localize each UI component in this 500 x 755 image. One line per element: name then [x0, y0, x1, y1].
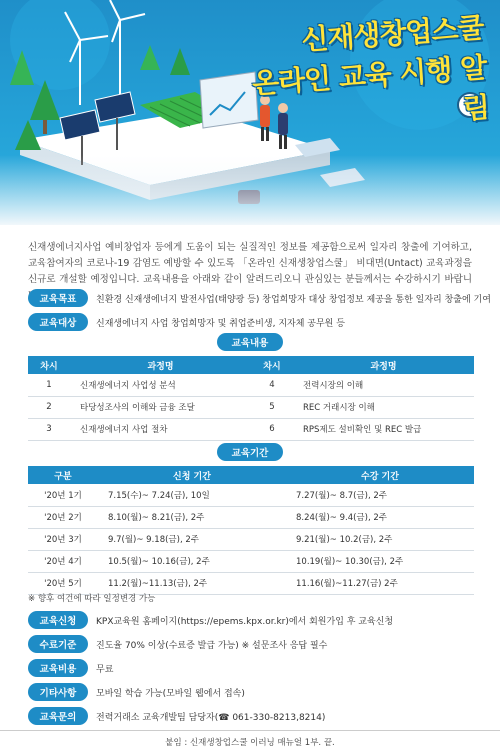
apply-period: 9.7(월)~ 9.18(금), 2주 — [98, 528, 286, 550]
attachment-footer: 붙임 : 신재생창업스쿨 이러닝 매뉴얼 1부. 끝. — [0, 730, 500, 755]
hero-banner — [0, 0, 500, 225]
hero-title — [233, 8, 491, 145]
course-name: RPS제도 설비확인 및 REC 발급 — [293, 418, 474, 440]
apply-label: 교육신청 — [28, 611, 88, 629]
table-row — [28, 484, 474, 506]
contact-text: 전력거래소 교육개발팀 담당자(☎ 061-330-8213,8214) — [96, 712, 326, 723]
course-name: 신재생에너지 사업성 분석 — [70, 374, 251, 396]
session-number: 4 — [251, 374, 293, 396]
content-header-course-1: 과정명 — [70, 356, 251, 374]
etc-row — [28, 682, 476, 702]
table-row — [28, 506, 474, 528]
table-row — [28, 572, 474, 594]
table-row — [28, 418, 474, 440]
content-header-session-2: 차시 — [251, 356, 293, 374]
target-text: 신재생에너지 사업 창업희망자 및 취업준비생, 지자체 공무원 등 — [96, 318, 345, 329]
completion-label: 수료기준 — [28, 635, 88, 653]
content-section-label: 교육내용 — [217, 333, 283, 351]
term-label: '20년 3기 — [28, 528, 98, 550]
period-header-term: 구분 — [28, 466, 98, 484]
session-number: 1 — [28, 374, 70, 396]
apply-text: KPX교육원 홈페이지(https://epems.kpx.or.kr)에서 회원가입 후 교육신청 — [96, 616, 394, 627]
session-number: 5 — [251, 396, 293, 418]
apply-period: 8.10(월)~ 8.21(금), 2주 — [98, 506, 286, 528]
session-number: 3 — [28, 418, 70, 440]
goal-row — [28, 288, 491, 308]
study-period: 11.16(월)~11.27(금) 2주 — [286, 572, 474, 594]
content-header-session-1: 차시 — [28, 356, 70, 374]
content-table — [28, 356, 474, 441]
term-label: '20년 1기 — [28, 484, 98, 506]
term-label: '20년 4기 — [28, 550, 98, 572]
table-row — [28, 396, 474, 418]
course-name: 타당성조사의 이해와 금융 조달 — [70, 396, 251, 418]
period-table — [28, 466, 474, 595]
period-header-apply: 신청 기간 — [98, 466, 286, 484]
table-row — [28, 528, 474, 550]
content-header-course-2: 과정명 — [293, 356, 474, 374]
period-section-label: 교육기간 — [217, 443, 283, 461]
goal-label: 교육목표 — [28, 289, 88, 307]
course-name: 신재생에너지 사업 절차 — [70, 418, 251, 440]
period-table-header — [28, 466, 474, 484]
course-name: 전력시장의 이해 — [293, 374, 474, 396]
study-period: 10.19(월)~ 10.30(금), 2주 — [286, 550, 474, 572]
term-label: '20년 5기 — [28, 572, 98, 594]
study-period: 8.24(월)~ 9.4(금), 2주 — [286, 506, 474, 528]
hero-title-line-2: 온라인 교육 시행 알림 — [250, 50, 491, 126]
period-header-study: 수강 기간 — [286, 466, 474, 484]
apply-row — [28, 610, 476, 630]
schedule-note: ※ 향후 여건에 따라 일정변경 가능 — [28, 594, 156, 604]
goal-text: 친환경 신재생에너지 발전사업(태양광 등) 창업희망자 대상 창업정보 제공을 통한 일자리 창출에 기여 — [96, 294, 491, 305]
study-period: 7.27(월)~ 8.7(금), 2주 — [286, 484, 474, 506]
cost-row — [28, 658, 476, 678]
content-table-header — [28, 356, 474, 374]
table-row — [28, 374, 474, 396]
intro-paragraph: 신재생에너지사업 예비창업자 등에게 도움이 되는 실질적인 정보를 제공함으로써 일자리 창출에 기여하고, 교육참여자의 코로나-19 감염도 예방할 수 있도록 「온라인 신재생창업스쿨」 비대면(Untact) 교육과정을 신규로 개설할 예정입니다. 교육내용을 아래와 같이 알려드리오니 관심있는 분들께서는 수강하시기 바랍니 — [28, 242, 472, 285]
apply-period: 11.2(월)~11.13(금), 2주 — [98, 572, 286, 594]
session-number: 6 — [251, 418, 293, 440]
completion-text: 진도율 70% 이상(수료증 발급 가능) ※ 설문조사 응답 필수 — [96, 640, 328, 651]
target-label: 교육대상 — [28, 313, 88, 331]
cost-label: 교육비용 — [28, 659, 88, 677]
apply-period: 10.5(월)~ 10.16(금), 2주 — [98, 550, 286, 572]
apply-period: 7.15(수)~ 7.24(금), 10일 — [98, 484, 286, 506]
cost-text: 무료 — [96, 664, 114, 675]
table-row — [28, 550, 474, 572]
target-row — [28, 312, 476, 332]
completion-row — [28, 634, 476, 654]
etc-text: 모바일 학습 가능(모바일 웹에서 접속) — [96, 688, 245, 699]
session-number: 2 — [28, 396, 70, 418]
course-name: REC 거래시장 이해 — [293, 396, 474, 418]
term-label: '20년 2기 — [28, 506, 98, 528]
study-period: 9.21(월)~ 10.2(금), 2주 — [286, 528, 474, 550]
etc-label: 기타사항 — [28, 683, 88, 701]
contact-row — [28, 706, 476, 726]
contact-label: 교육문의 — [28, 707, 88, 725]
hero-title-line-1: 신재생창업스쿨 — [300, 10, 485, 57]
